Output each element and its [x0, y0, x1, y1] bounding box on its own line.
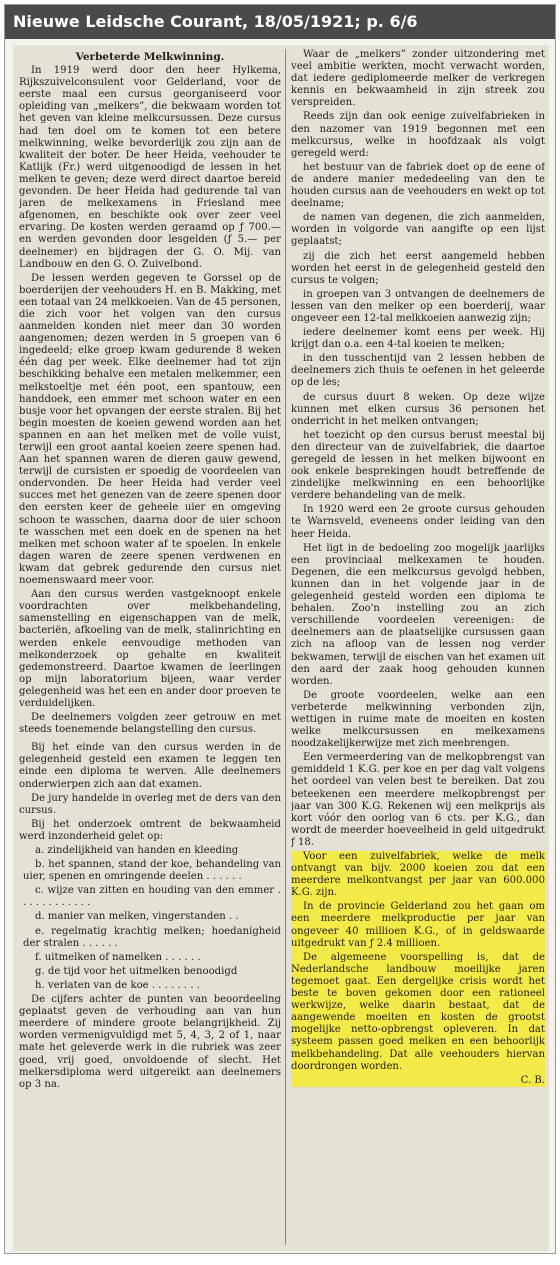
clipping-frame	[4, 4, 556, 1254]
article-paragraph: Reeds zijn dan ook eenige zuivelfabrieken in den nazomer van 1919 begonnen met een melkcursus, welke in hoofdzaak als volgt geregeld werd:	[291, 111, 545, 159]
criteria-item: d. manier van melken, vingerstanden . .	[35, 911, 239, 923]
article-column-left	[19, 49, 281, 1245]
criteria-item: a. zindelijkheid van handen en kleeding	[35, 845, 239, 856]
procedure-item: het toezicht op den cursus berust meestal bij den directeur van de zuivelfabriek, die daartoe geregeld de lessen in het melken bijwoont en ook enkele besprekingen houdt betreffende de zindelijke melkwinning en een behoorlijke verdere behandeling van de melk.	[291, 429, 545, 502]
procedure-item: de cursus duurt 8 weken. Op deze wijze kunnen met elken cursus 36 personen het onderricht in het melken ontvangen;	[291, 391, 545, 427]
criteria-item: c. wijze van zitten en houding van den emmer . . . . . . . . . . . .	[23, 885, 281, 909]
article-paragraph: Bij het einde van den cursus werden in de gelegenheid gesteld een examen te leggen ten einde een diploma te werven. Alle deelnemers onderwierpen zich aan dat examen.	[19, 742, 281, 790]
article-paragraph: In de provincie Gelderland zou het gaan om een meerdere melkproductie per jaar van ongeveer 40 millioen K.G., of in geldswaarde uitgedrukt van ƒ 2.4 millioen.	[291, 901, 545, 949]
column-divider	[285, 49, 286, 1245]
article-paragraph: De groote voordeelen, welke aan een verbeterde melkwinning verbonden zijn, wettigen in ruime mate de moeiten en kosten welke melkcursussen en melkexamens noodzakelijkerwijze met zich meebrengen.	[291, 689, 545, 750]
criteria-item: e. regelmatig krachtig melken; hoedanigheid der stralen . . . . . .	[23, 925, 281, 949]
procedure-item: in groepen van 3 ontvangen de deelnemers de lessen van den melker op een boerderij, waar ongeveer een 12-tal melkkoeien aanwezig zijn;	[291, 288, 545, 324]
article-paragraph: Voor een zuivelfabriek, welke de melk ontvangt van bijv. 2000 koeien zou dat een meerdere melkontvangst per jaar van 600.000 K.G. zijn.	[291, 851, 545, 899]
procedure-item: iedere deelnemer komt eens per week. Hij krijgt dan o.a. een 4-tal koeien te melken;	[291, 327, 545, 351]
article-paragraph: Bij het onderzoek omtrent de bekwaamheid werd inzonderheid gelet op:	[19, 818, 281, 842]
article-paragraph: Waar de „melkers” zonder uitzondering met veel ambitie werkten, mocht verwacht worden, dat iedere gediplomeerde melker de verkregen kennis en bekwaamheid in zijn streek zou verspreiden.	[291, 49, 545, 109]
article-paragraph: De deelnemers volgden zeer getrouw en met steeds toenemende belangstelling den cursus.	[19, 712, 281, 736]
article-paragraph: In 1919 werd door den heer Hylkema, Rijkszuivelconsulent voor Gelderland, voor de eerste maal een cursus georganiseerd voor opleiding van „melkers”, die bekwaam worden tot het geven van kleine melkcursussen. Deze cursus had ten doel om te komen tot een betere melkwinning, welke bevorderlijk zou zijn aan de kwaliteit der boter. De heer Heida, veehouder te Katlijk (Fr.) werd uitgenoodigd de lessen in het melken te geven; deze werd direct daartoe bereid gevonden. De heer Heida had gedurende tal van jaren de melkexamens in Friesland mee afgenomen, en beschikte ook over zeer veel ervaring. De kosten werden geraamd op ƒ 700.— en werden gevonden door lesgelden (ƒ 5.— per deelnemer) en bijdragen der G. O. Mij. van Landbouw en den G. O. Zuivelbond.	[19, 65, 281, 270]
article-paragraph: Een vermeerdering van de melkopbrengst van gemiddeld 1 K.G. per koe en per dag valt volgens het oordeel van velen best te bereiken. Dat zou beteekenen een meerdere melkopbrengst per jaar van 300 K.G. Rekenen wij een melkprijs als kort vóór den oorlog van 6 cts. per K.G., dan wordt de meerder hoeveelheid in geld uitgedrukt ƒ 18.	[291, 752, 545, 848]
criteria-item: b. het spannen, stand der koe, behandeling van uier, spenen en omringende deelen . . . . . .	[23, 859, 281, 883]
procedure-item: het bestuur van de fabriek doet op de eene of de andere manier mededeeling van den te houden cursus aan de veehouders en wekt op tot deelname;	[291, 161, 545, 210]
article-column-right	[291, 49, 545, 1245]
article-heading: Verbeterde Melkwinning.	[75, 51, 225, 63]
newspaper-clipping	[13, 45, 549, 1251]
article-paragraph: De cijfers achter de punten van beoordeeling geplaatst geven de verhouding aan van hun meerdere of mindere groote belangrijkheid. Zij worden vermenigvuldigd met 5, 4, 3, 2 of 1, naar mate het geleverde werk in die rubriek was zeer goed, vrij goed, onvoldoende of slecht. Het melkersdiploma werd uitgereikt aan deelnemers op 3 na.	[19, 994, 281, 1090]
exam-criteria-section	[19, 742, 281, 1091]
article-paragraph: Aan den cursus werden vastgeknoopt enkele voordrachten over melkbehandeling, samenstelling en eigenschappen van de melk, bacteriën, afkoeling van de melk, stalinrichting en werden enkele eenvoudige methoden van melkonderzoek op gehalte en kwaliteit gedemonstreerd. Daartoe kwamen de leerlingen op mijn laboratorium bijeen, waar verder gelegenheid was het een en ander door proeven te verduidelijken.	[19, 589, 281, 709]
article-paragraph: De algemeene voorspelling is, dat de Nederlandsche landbouw moeilijke jaren tegemoet gaat. Een dergelijke crisis wordt het beste te boven gekomen door een rationeel werkwijze, welke daarin bestaat, dat de aangewende moeiten en kosten de grootst mogelijke netto-opbrengst opleveren. In dat systeem passen goed melken en een behoorlijk melkbehandeling. Dat alle veehouders hiervan doordrongen worden.	[291, 951, 545, 1072]
procedure-item: in den tusschentijd van 2 lessen hebben de deelnemers zich thuis te oefenen in het geleerde op de les;	[291, 353, 545, 389]
window-title: Nieuwe Leidsche Courant, 18/05/1921; p. 6/6	[5, 5, 555, 39]
article-paragraph: De jury handelde in overleg met de ders van den cursus.	[19, 792, 281, 816]
highlighted-passage	[291, 851, 545, 1087]
criteria-item: g. de tijd voor het uitmelken benoodigd	[35, 965, 238, 977]
article-paragraph: Het ligt in de bedoeling zoo mogelijk jaarlijks een provinciaal melkexamen te houden. Degenen, die een melkcursus gevolgd hebben, kunnen dan in het volgende jaar in de gelegenheid gesteld worden een diploma te behalen. Zoo'n instelling zou an zich verschillende voordeelen vereenigen: de deelnemers aan de plaatselijke cursussen gaan zich na afloop van de lessen nog verder bekwamen, terwijl de eischen van het examen uit den aard der zaak hoog gehouden kunnen worden.	[291, 542, 545, 687]
criteria-item: h. verlaten van de koe . . . . . . . .	[35, 979, 200, 991]
criteria-item: f. uitmelken of namelken . . . . . .	[35, 951, 201, 963]
article-signature: C. B.	[520, 1074, 545, 1086]
procedure-item: de namen van degenen, die zich aanmelden, worden in volgorde van aangifte op een lijst geplaatst;	[291, 212, 545, 248]
article-paragraph: In 1920 werd een 2e groote cursus gehouden te Warnsveld, eveneens onder leiding van den heer Heida.	[291, 504, 545, 540]
procedure-item: zij die zich het eerst aangemeld hebben worden het eerst in de gelegenheid gesteld den cursus te volgen;	[291, 250, 545, 286]
article-paragraph: De lessen werden gegeven te Gorssel op de boerderijen der veehouders H. en B. Makking, met een totaal van 24 melkkoeien. Van de 45 personen, die zich voor het volgen van den cursus aanmelden konden niet meer dan 30 worden aangenomen; dezen werden in 5 groepen van 6 ingedeeld; elke groep kwam gedurende 8 weken één dag per week. Elke deelnemer had tot zijn beschikking behalve een metalen melkemmer, een melkstoeltje met één poot, een spantouw, een handdoek, een emmer met schoon water en een busje voor het opvangen der eerste stralen. Bij het begin moesten de koeien gewend worden aan het spannen en aan het melken met de volle vuist, terwijl een groot aantal koeien zeere spenen had. Aan het spannen waren de dieren gauw gewend, terwijl de cursisten er spoedig de voordeelen van ondervonden. De heer Heida had verder veel succes met het genezen van de zeere spenen door den eersten keer de geheele uier en omgeving schoon te wasschen, daarna door de uier schoon te wasschen met een doek en de spenen na het melken met schoon water af te spoelen. In enkele dagen waren de zeere spenen verdwenen en kwam dat gebrek gedurende den cursus niet noemenswaard meer voor.	[19, 272, 281, 587]
